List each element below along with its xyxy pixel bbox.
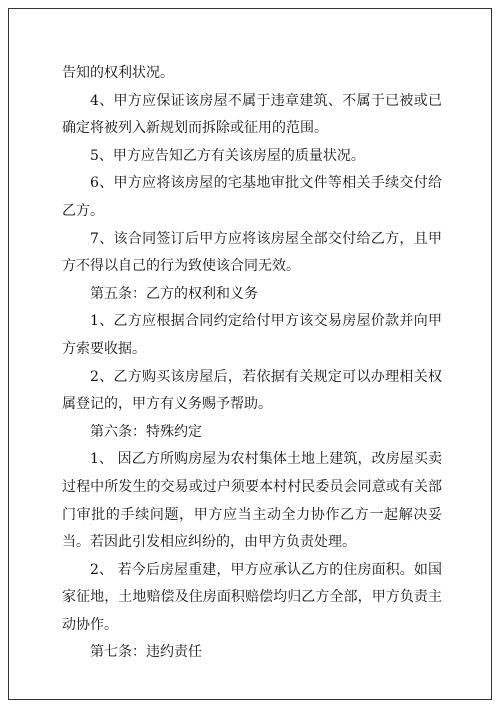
paragraph: 2、乙方购买该房屋后，若依据有关规定可以办理相关权属登记的，甲方有义务赐予帮助。 [62, 368, 442, 413]
paragraph: 5、甲方应告知乙方有关该房屋的质量状况。 [90, 147, 365, 164]
paragraph: 1、 因乙方所购房屋为农村集体土地上建筑，改房屋买卖过程中所发生的交易或过户须要本村村民委员会同意或有关部门审批的手续问题，甲方应当主动全力协作乙方一起解决妥当。若因此引发相应纠纷的，由甲方负责处理。 [62, 451, 442, 551]
section-heading: 第七条：违约责任 [90, 644, 202, 661]
section-heading: 第五条：乙方的权利和义务 [90, 285, 258, 302]
section-heading: 第六条：特殊约定 [90, 423, 202, 440]
paragraph: 7、该合同签订后甲方应将该房屋全部交付给乙方，且甲方不得以自己的行为致使该合同无效。 [62, 230, 442, 275]
paragraph: 4、甲方应保证该房屋不属于违章建筑、不属于已被或已确定将被列入新规划而拆除或征用的范围。 [62, 92, 442, 137]
paragraph: 2、 若今后房屋重建，甲方应承认乙方的住房面积。如国家征地，土地赔偿及住房面积赔偿均归乙方全部，甲方负责主动协作。 [62, 561, 442, 633]
paragraph: 6、甲方应将该房屋的宅基地审批文件等相关手续交付给乙方。 [62, 175, 442, 219]
document-body [62, 60, 442, 667]
paragraph: 告知的权利状况。 [62, 65, 174, 81]
paragraph: 1、乙方应根据合同约定给付甲方该交易房屋价款并向甲方索要收据。 [62, 313, 442, 357]
